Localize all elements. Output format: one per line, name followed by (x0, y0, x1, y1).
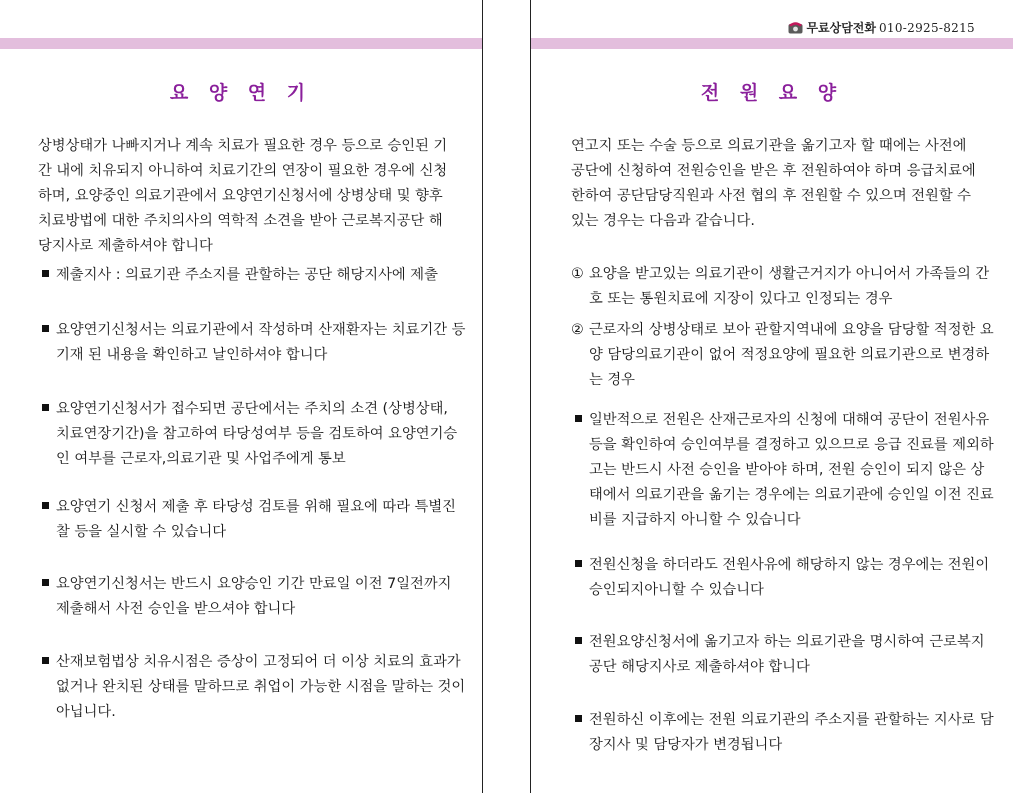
list-item (42, 318, 466, 368)
list-item (575, 630, 995, 680)
numbered-item-text: 근로자의 상병상태로 보아 관할지역내에 요양을 담당할 적정한 요양 담당의료기관이 없어 적정요양에 필요한 의료기관으로 변경하는 경우 (589, 322, 994, 388)
bullet-icon (42, 579, 49, 586)
telephone-icon (788, 21, 803, 34)
list-item-text: 전원신청을 하더라도 전원사유에 해당하지 않는 경우에는 전원이 승인되지아니할 수 있습니다 (589, 557, 990, 598)
bullet-icon (42, 657, 49, 664)
numbered-item-text: 요양을 받고있는 의료기관이 생활근거지가 아니어서 가족들의 간호 또는 통원치료에 지장이 있다고 인정되는 경우 (589, 266, 990, 307)
phone-number: 010-2925-8215 (879, 20, 975, 35)
phone-contact (788, 19, 975, 36)
list-item (42, 572, 466, 622)
list-item (575, 708, 995, 758)
right-page (530, 0, 1013, 793)
list-item-text: 제출지사 : 의료기관 주소지를 관할하는 공단 해당지사에 제출 (56, 267, 438, 283)
intro-paragraph: 연고지 또는 수술 등으로 의료기관을 옮기고자 할 때에는 사전에 공단에 신청하여 전원승인을 받은 후 전원하여야 하며 응급치료에 한하여 공단담당직원과 사전 협의 후 전원할 수 있으며 전원할 수 있는 경우는 다음과 같습니다. (571, 138, 976, 229)
numbered-item (571, 262, 999, 312)
number-mark: ① (571, 266, 584, 282)
number-mark: ② (571, 322, 584, 338)
list-item (42, 495, 466, 545)
bullet-icon (575, 560, 582, 567)
list-item-text: 요양연기신청서가 접수되면 공단에서는 주치의 소견 (상병상태, 치료연장기간)을 참고하여 타당성여부 등을 검토하여 요양연기승인 여부를 근로자,의료기관 및 사업주에게 통보 (56, 401, 458, 467)
list-item-text: 전원하신 이후에는 전원 의료기관의 주소지를 관할하는 지사로 담장지사 및 담당자가 변경됩니다 (589, 712, 994, 753)
list-item-text: 요양연기신청서는 의료기관에서 작성하며 산재환자는 치료기간 등 기재 된 내용을 확인하고 날인하셔야 합니다 (56, 322, 466, 363)
phone-label: 무료상담전화 (806, 21, 876, 35)
left-page (0, 0, 483, 793)
list-item (42, 263, 466, 288)
header-band (0, 38, 482, 49)
list-item-text: 일반적으로 전원은 산재근로자의 신청에 대해여 공단이 전원사유 등을 확인하여 승인여부를 결정하고 있으므로 응급 진료를 제외하고는 반드시 사전 승인을 받아야 하며, 전원 승인이 되지 않은 상태에서 의료기관을 옮기는 경우에는 의료기관에 승인일 이전 진료비를 지급하지 아니할 수 있습니다 (589, 412, 994, 528)
bullet-icon (575, 415, 582, 422)
page-title: 전 원 요 양 (700, 82, 844, 104)
bullet-icon (575, 637, 582, 644)
list-item-text: 산재보험법상 치유시점은 증상이 고정되어 더 이상 치료의 효과가 없거나 완치된 상태를 말하므로 취업이 가능한 시점을 말하는 것이 아닙니다. (56, 654, 466, 720)
bullet-icon (575, 715, 582, 722)
page-title: 요 양 연 기 (169, 82, 313, 104)
intro-paragraph: 상병상태가 나빠지거나 계속 치료가 필요한 경우 등으로 승인된 기간 내에 치유되지 아니하여 치료기간의 연장이 필요한 경우에 신청하며, 요양중인 의료기관에서 요양연기신청서에 상병상태 및 향후 치료방법에 대한 주치의사의 역학적 소견을 받아 근로복지공단 해당지사로 제출하셔야 합니다 (38, 138, 448, 254)
list-item (575, 553, 995, 603)
list-item-text: 전원요양신청서에 옮기고자 하는 의료기관을 명시하여 근로복지공단 해당지사로 제출하셔야 합니다 (589, 634, 985, 675)
list-item-text: 요양연기신청서는 반드시 요양승인 기간 만료일 이전 7일전까지 제출해서 사전 승인을 받으셔야 합니다 (56, 576, 452, 617)
list-item (42, 397, 466, 472)
bullet-icon (42, 404, 49, 411)
list-item (575, 408, 995, 533)
numbered-item (571, 318, 999, 393)
bullet-icon (42, 325, 49, 332)
header-band (531, 38, 1013, 49)
bullet-icon (42, 502, 49, 509)
bullet-icon (42, 270, 49, 277)
list-item (42, 650, 466, 725)
list-item-text: 요양연기 신청서 제출 후 타당성 검토를 위해 필요에 따라 특별진찰 등을 실시할 수 있습니다 (56, 499, 456, 540)
